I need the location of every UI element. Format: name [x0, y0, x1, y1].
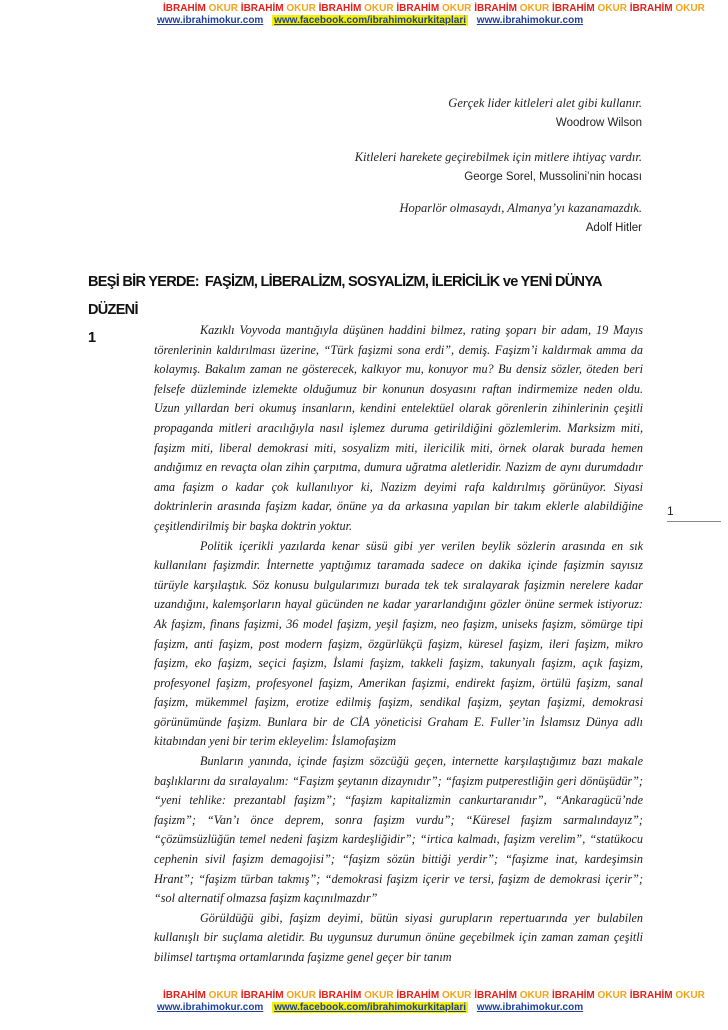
header-website-link-left[interactable]: www.ibrahimokur.com: [157, 15, 264, 26]
name-word: İBRAHİM: [163, 3, 206, 14]
name-word: İBRAHİM: [318, 3, 362, 14]
footer-website-link-left[interactable]: www.ibrahimokur.com: [157, 1002, 264, 1013]
header-name-strip: [163, 3, 705, 14]
quote-author: Woodrow Wilson: [555, 117, 642, 129]
page-number-rule: [667, 521, 721, 522]
body-text: [154, 321, 643, 968]
header-links: [157, 15, 583, 26]
heading-footnote-number: 1: [88, 330, 96, 346]
name-word: İBRAHİM: [163, 990, 206, 1001]
name-word: OKUR: [286, 990, 316, 1001]
footer-links: [157, 1002, 583, 1013]
paragraph: Görüldüğü gibi, faşizm deyimi, bütün siyasi gurupların repertuarında yer bulabilen kullanışlı bir suçlama aletidir. Bu uygunsuz durumun önüne geçebilmek için zaman zaman çeşitli bilimsel tartışma ortamlarında faşizme genel geçer bir tanım: [154, 910, 643, 964]
name-word: OKUR: [208, 3, 239, 14]
quote-text: Kitleleri harekete geçirebilmek için mitlere ihtiyaç vardır.: [354, 150, 642, 164]
footer-facebook-link[interactable]: www.facebook.com/ibrahimokurkitaplari: [274, 1002, 467, 1013]
name-word: OKUR: [519, 990, 550, 1001]
header-website-link-right[interactable]: www.ibrahimokur.com: [476, 15, 584, 26]
name-word: İBRAHİM: [474, 3, 517, 14]
name-word: OKUR: [597, 990, 627, 1001]
name-word: İBRAHİM: [551, 990, 595, 1001]
name-word: OKUR: [364, 3, 394, 14]
paragraph: Politik içerikli yazılarda kenar süsü gibi yer verilen beylik sözlerin arasında en sık kullanılanı faşizmdir. İnternette yaptığımız taramada sadece on dakika içinde faşizmin sayısız türüyle karşılaştık. Söz konusu bulgularımızı burada tek tek sıralayarak faşizmin nerelere kadar uzandığını, kalemşorların hayal gücünden ne kadar yararlandığını gözler önüne sermek istiyoruz: Ak faşizm, finans faşizmi, 36 model faşizm, yeşil faşizm, neo faşizm, uniseks faşizm, sömürge tipi faşizm, anti faşizm, post modern faşizm, özgürlükçü faşizm, küresel faşizm, ileri faşizm, mikro faşizm, eko faşizm, seçici faşizm, İslami faşizm, takkeli faşizm, takunyalı faşizm, açık faşizm, profesyonel faşizm, profesyonel faşizm, Amerikan faşizmi, endirekt faşizm, örtülü faşizm, sanal faşizm, mükemmel faşizm, erotize edilmiş faşizm, sendikal faşizm, şeytan faşizmi, demokrasi görünümünde faşizm. Bunlara bir de CİA yöneticisi Graham E. Fuller’in İslamsız Dünya adlı kitabından yeni bir terim ekleyelim: İslamofaşizm: [154, 538, 643, 749]
heading-lead: BEŞİ BİR YERDE:: [88, 274, 199, 290]
header-facebook-link[interactable]: www.facebook.com/ibrahimokurkitaplari: [274, 15, 467, 26]
quote-author: George Sorel, Mussolini’nin hocası: [464, 171, 642, 183]
quote-text: Hoparlör olmasaydı, Almanya’yı kazanamazdık.: [399, 201, 642, 215]
footer-facebook-highlight: [272, 1002, 468, 1013]
epigraph-quote-1: [448, 96, 642, 129]
name-word: OKUR: [519, 3, 550, 14]
name-word: İBRAHİM: [396, 3, 440, 14]
name-word: OKUR: [441, 3, 472, 14]
name-word: İBRAHİM: [474, 990, 517, 1001]
name-word: İBRAHİM: [551, 3, 595, 14]
name-word: OKUR: [441, 990, 472, 1001]
name-word: İBRAHİM: [629, 990, 673, 1001]
name-word: OKUR: [364, 990, 394, 1001]
paragraph: Bunların yanında, içinde faşizm sözcüğü geçen, internette karşılaştığımız bazı makale başlıklarını da sıralayalım: “Faşizm şeytanın dizaynıdır”; “faşizm putperestliğin geri dönüşüdür”; “yeni tehlike: prezantabl faşizm”; “faşizm kapitalizmin cankurtaranıdır”, “Ankaragücü’nde faşizm”; “Van’ı önce deprem, sonra faşizm vurdu”; “Küresel faşizm sarmalındayız”; “çözümsüzlüğün temel nedeni faşizm kardeşliğidir”; “irtica kalmadı, faşizm verelim”, “statükocu cephenin sivil faşizm demagojisi”; “faşizm sözün bittiği yerdir”; “faşizme inat, kardeşimsin Hrant”; “faşizm türban takmış”; “demokrasi faşizm içerir ve tersi, faşizm de demokrasi içerir”; “sol alternatif olmazsa faşizm kaçınılmazdır”: [154, 754, 643, 906]
name-word: OKUR: [675, 3, 705, 14]
footer-name-strip: [163, 990, 705, 1001]
name-word: OKUR: [675, 990, 705, 1001]
name-word: OKUR: [286, 3, 316, 14]
footer-website-link-right[interactable]: www.ibrahimokur.com: [476, 1002, 584, 1013]
name-word: İBRAHİM: [240, 3, 284, 14]
quote-author: Adolf Hitler: [585, 222, 642, 234]
name-word: İBRAHİM: [629, 3, 673, 14]
name-word: İBRAHİM: [318, 990, 362, 1001]
name-word: İBRAHİM: [396, 990, 440, 1001]
quote-text: Gerçek lider kitleleri alet gibi kullanır.: [448, 96, 642, 110]
paragraph: Kazıklı Voyvoda mantığıyla düşünen haddini bilmez, rating şoparı bir adam, 19 Mayıs törenlerinin kaldırılması üzerine, “Türk faşizmi sona erdi”, demiş. Faşizm’i kaldırmak amma da kolaymış. Bakalım zaman ne gösterecek, kalkıyor mu, konuyor mu? Bu densiz sözler, öteden beri felsefe düzleminde izlemekte olduğumuz bir konunun dosyasını raftan indirmemize neden oldu. Uzun yıllardan beri okumuş insanların, kendini entelektüel olarak görenlerin zihinlerinin çeşitli propaganda mitleri aracılığıyla nasıl işlemez duruma getirildiğini gözlemlerim. Marksizm miti, faşizm miti, liberal demokrasi miti, sosyalizm miti, ilericilik miti, örnek olarak burada hemen andığımız en revaçta olan zihin çarpıtma, dumura uğratma aletleridir. Nazizm de aynı durumdadır ama faşizm o kadar çok kullanılıyor ki, Nazizm deyimi rafa kaldırılmış görünüyor. Siyasi doktrinlerin arasında faşizm kadar, önüne ya da arkasına yapılan bir takım eklerle alabildiğine çeşitlendirilmiş bir başka doktrin yoktur.: [154, 323, 643, 533]
header-facebook-highlight: [272, 15, 468, 26]
epigraph-quote-3: [400, 201, 642, 234]
epigraph-quote-2: [355, 150, 642, 183]
page-number: 1: [667, 504, 674, 518]
name-word: OKUR: [208, 990, 239, 1001]
name-word: OKUR: [597, 3, 627, 14]
heading-title: FAŞİZM, LİBERALİZM, SOSYALİZM, İLERİCİLİK ve YENİ DÜNYA DÜZENİ: [88, 274, 602, 318]
name-word: İBRAHİM: [240, 990, 284, 1001]
